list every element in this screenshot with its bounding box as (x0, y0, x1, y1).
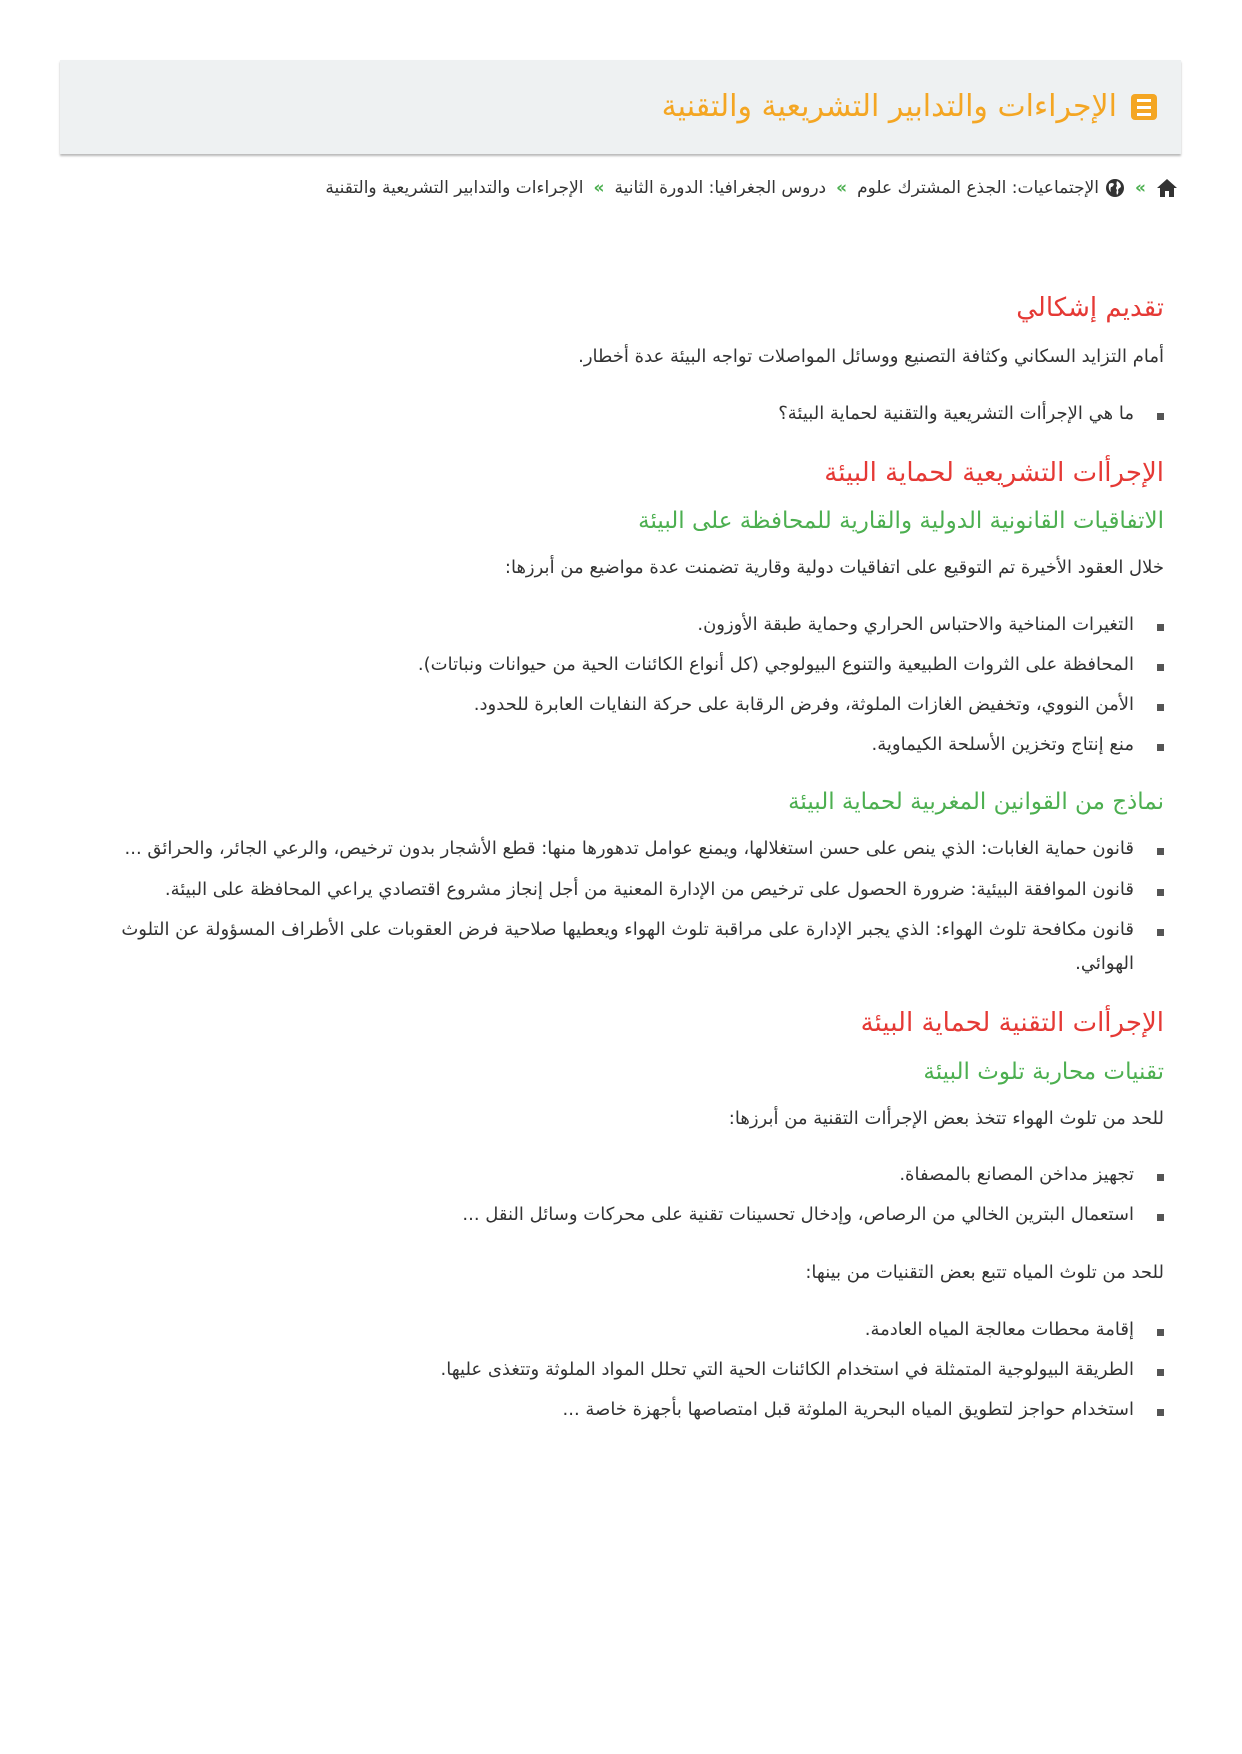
page-header (60, 60, 1181, 154)
subsection-heading: الاتفاقيات القانونية الدولية والقارية للمحافظة على البيئة (638, 508, 1164, 535)
breadcrumb-item-lessons[interactable]: دروس الجغرافيا: الدورة الثانية (614, 178, 827, 198)
list-item: الطريقة البيولوجية المتمثلة في استخدام الكائنات الحية التي تحلل المواد الملوثة وتتغذى عليها. (84, 1353, 1134, 1387)
section-heading: تقديم إشكالي (1016, 293, 1164, 323)
list-item: الأمن النووي، وتخفيض الغازات الملوثة، وفرض الرقابة على حركة النفايات العابرة للحدود. (84, 688, 1134, 722)
list-item: ما هي الإجرأات التشريعية والتقنية لحماية البيئة؟ (84, 397, 1134, 431)
subsection-heading: تقنيات محاربة تلوث البيئة (923, 1058, 1164, 1085)
lesson-content (84, 290, 1164, 1451)
list-item: قانون الموافقة البيئية: ضرورة الحصول على ترخيص من الإدارة المعنية من أجل إنجاز مشروع اقتصادي يراعي المحافظة على البيئة. (84, 873, 1134, 907)
subsection-intro: خلال العقود الأخيرة تم التوقيع على اتفاقيات دولية وقارية تضمنت عدة مواضيع من أبرزها: (504, 557, 1164, 579)
list-item: إقامة محطات معالجة المياه العادمة. (84, 1313, 1134, 1347)
subsection-heading: نماذج من القوانين المغربية لحماية البيئة (788, 789, 1164, 816)
home-icon[interactable] (1156, 178, 1178, 198)
breadcrumb-item-current: الإجراءات والتدابير التشريعية والتقنية (325, 178, 584, 198)
page-title: الإجراءات والتدابير التشريعية والتقنية (661, 89, 1117, 124)
bullet-list (84, 397, 1164, 431)
breadcrumb-separator: » (836, 178, 848, 198)
section-heading: الإجرأات التشريعية لحماية البيئة (824, 457, 1164, 488)
breadcrumb (68, 178, 1178, 198)
list-item: التغيرات المناخية والاحتباس الحراري وحماية طبقة الأوزون. (84, 608, 1134, 642)
list-item: استخدام حواجز لتطويق المياه البحرية الملوثة قبل امتصاصها بأجهزة خاصة ... (84, 1393, 1134, 1427)
document-list-icon (1131, 94, 1157, 120)
bullet-list (84, 832, 1164, 981)
list-item: قانون حماية الغابات: الذي ينص على حسن استغلالها، ويمنع عوامل تدهورها منها: قطع الأشجار بدون ترخيص، والرعي الجائر، والحرائق ... (84, 832, 1134, 866)
list-item: تجهيز مداخن المصانع بالمصفاة. (84, 1158, 1134, 1192)
list-item: منع إنتاج وتخزين الأسلحة الكيماوية. (84, 728, 1134, 762)
section-intro: أمام التزايد السكاني وكثافة التصنيع ووسائل المواصلات تواجه البيئة عدة أخطار. (578, 346, 1164, 368)
section-heading: الإجرأات التقنية لحماية البيئة (860, 1008, 1164, 1039)
breadcrumb-item-course[interactable]: الإجتماعيات: الجذع المشترك علوم (857, 178, 1100, 198)
list-item: استعمال البترين الخالي من الرصاص، وإدخال تحسينات تقنية على محركات وسائل النقل ... (84, 1198, 1134, 1232)
breadcrumb-separator: » (1135, 178, 1146, 198)
breadcrumb-separator: » (593, 178, 605, 198)
bullet-list (84, 1158, 1164, 1232)
subsection-intro: للحد من تلوث المياه تتبع بعض التقنيات من بينها: (805, 1262, 1164, 1284)
list-item: قانون مكافحة تلوث الهواء: الذي يجبر الإدارة على مراقبة تلوث الهواء ويعطيها صلاحية فرض العقوبات على الأطراف المسؤولة عن التلوث الهوائي. (84, 913, 1134, 981)
globe-icon (1105, 178, 1125, 198)
list-item: المحافظة على الثروات الطبيعية والتنوع البيولوجي (كل أنواع الكائنات الحية من حيوانات ونباتات). (84, 648, 1134, 682)
bullet-list (84, 1313, 1164, 1428)
bullet-list (84, 608, 1164, 763)
subsection-intro: للحد من تلوث الهواء تتخذ بعض الإجرأات التقنية من أبرزها: (728, 1107, 1164, 1129)
